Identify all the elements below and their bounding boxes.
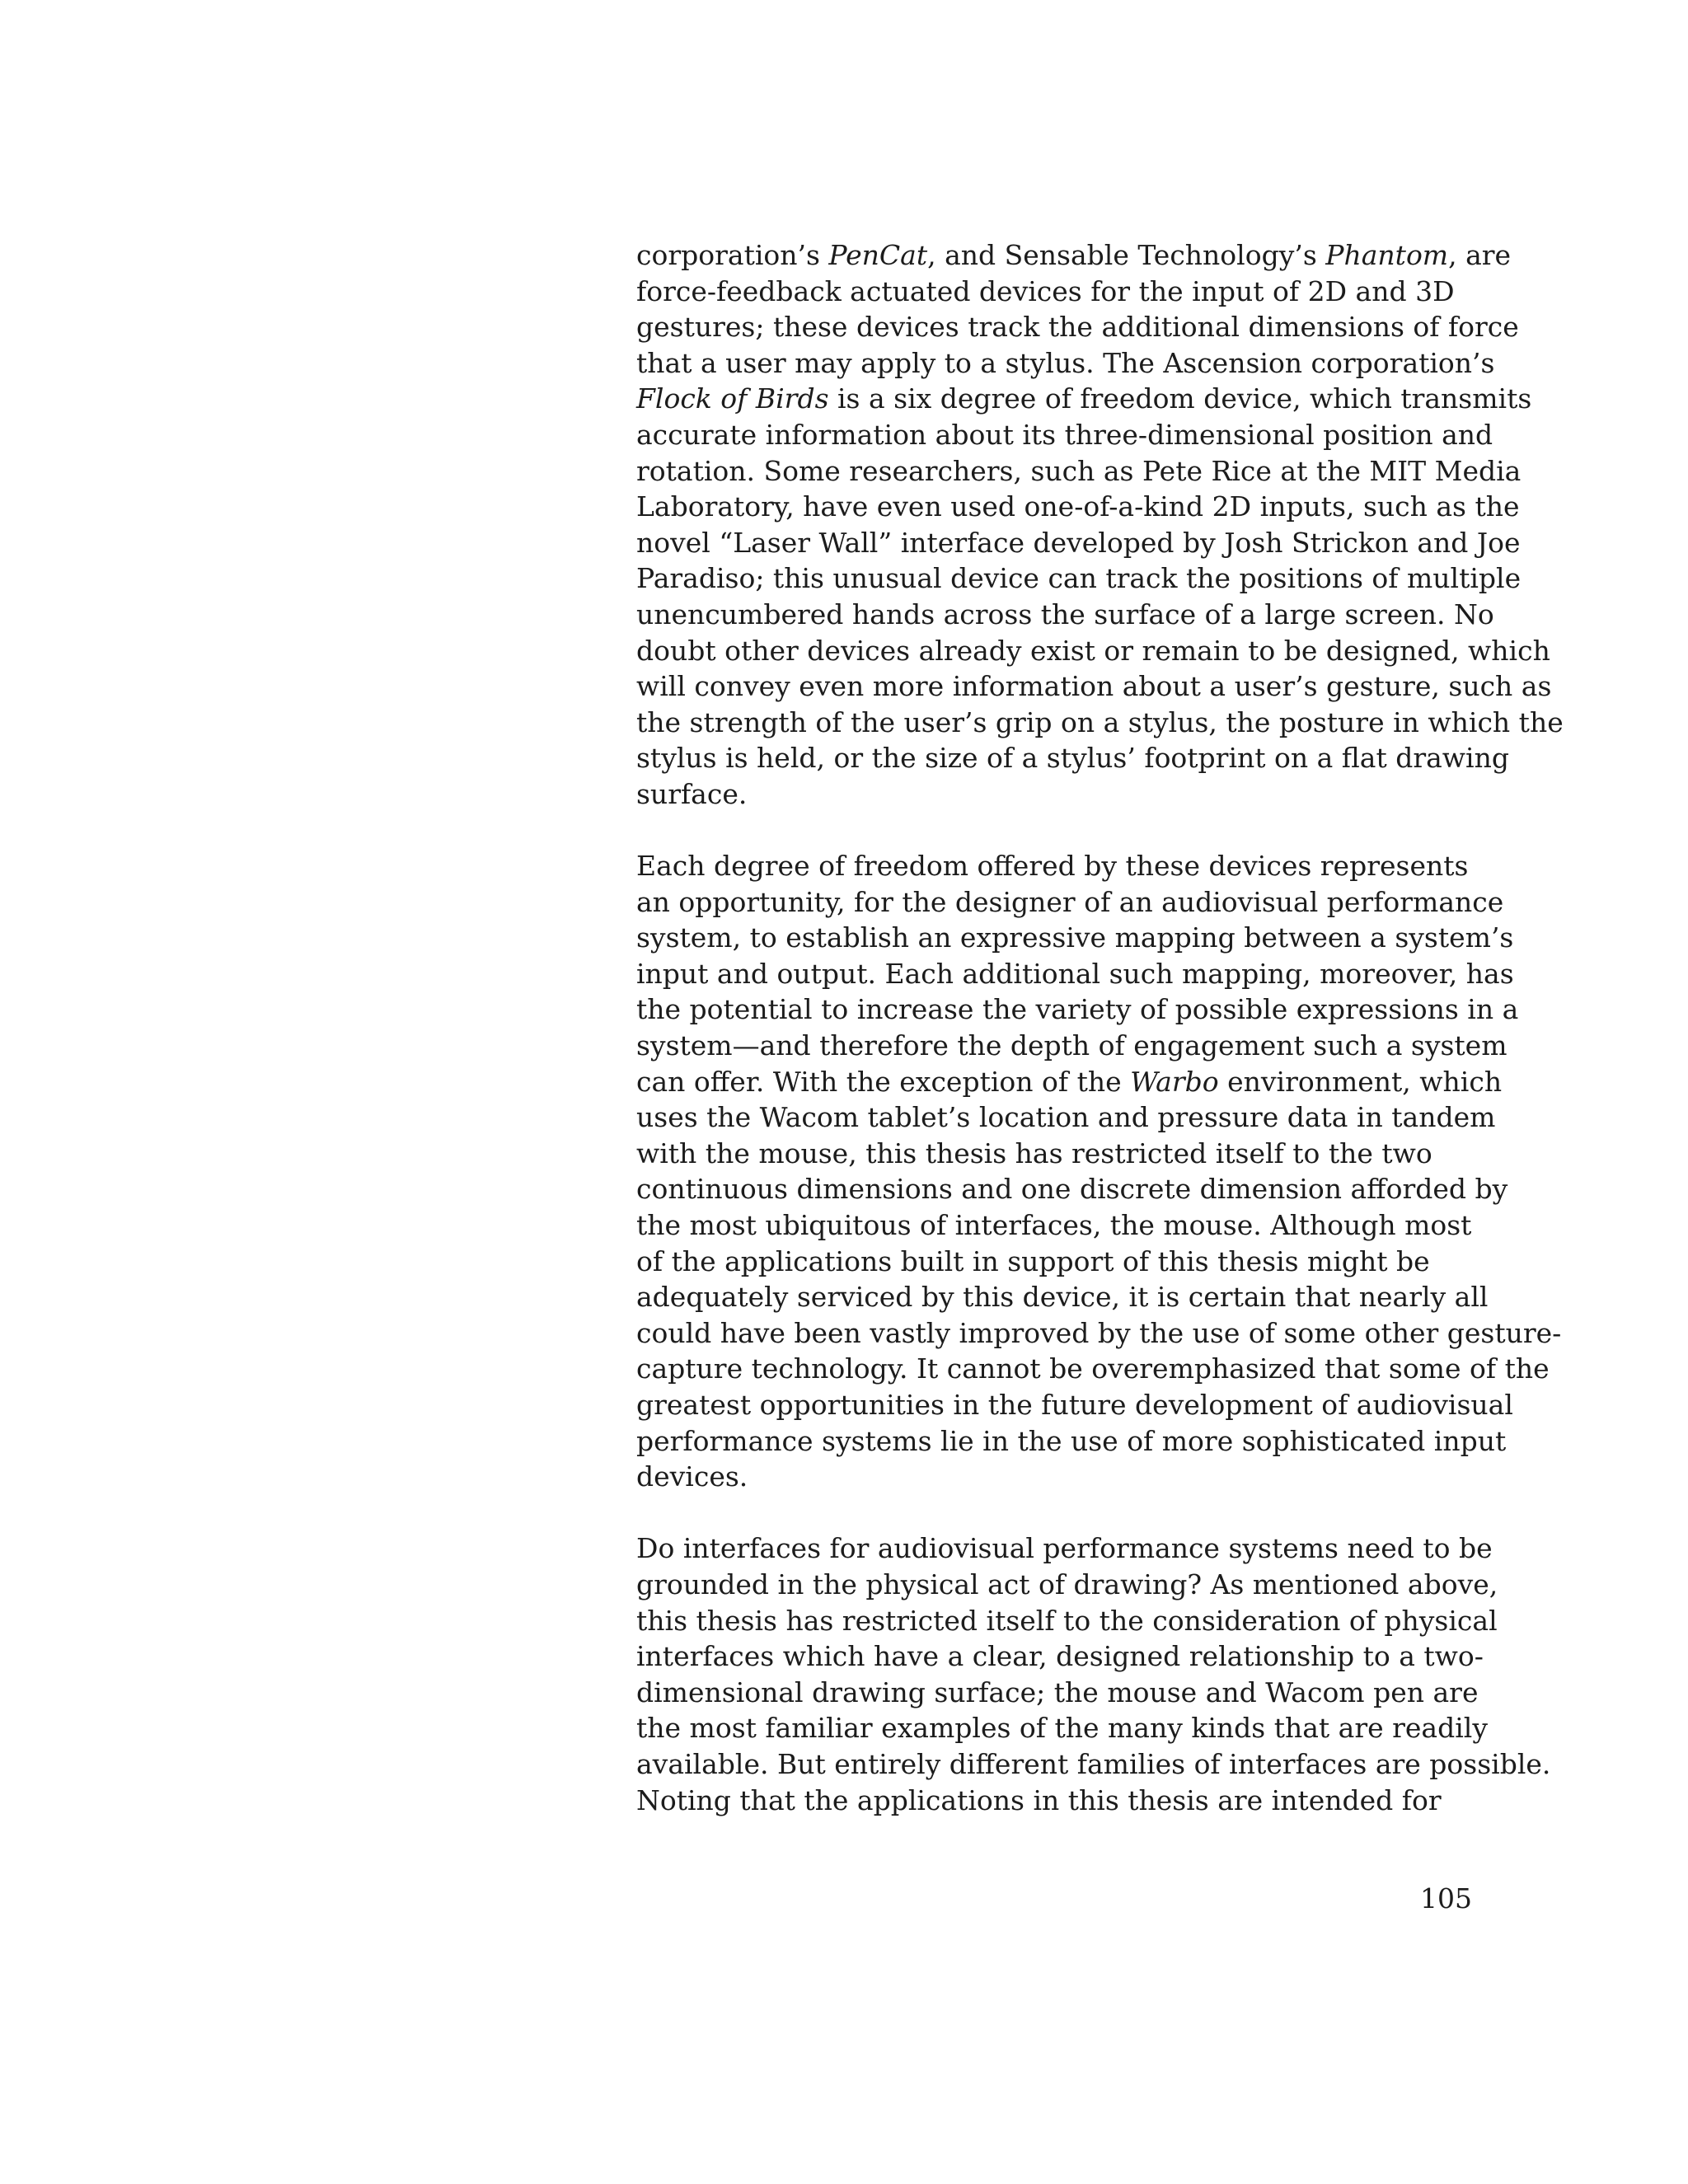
paragraph-1 (636, 237, 1564, 813)
text-line: unencumbered hands across the surface of a large screen. No (636, 598, 1494, 630)
text-line: corporation’s PenCat, and Sensable Technology’s Phantom, are (636, 239, 1512, 271)
text-line: will convey even more information about a user’s gesture, such as (636, 670, 1552, 703)
text-line: that a user may apply to a stylus. The Ascension corporation’s (636, 346, 1495, 379)
paragraph-gap (636, 1495, 1485, 1531)
text-line: system, to establish an expressive mapping between a system’s (636, 921, 1514, 954)
text-line: available. But entirely different families of interfaces are possible. (636, 1747, 1551, 1780)
text-line: the most familiar examples of the many kinds that are readily (636, 1712, 1488, 1745)
text-line: can offer. With the exception of the Warbo environment, which (636, 1065, 1503, 1098)
text-line: interfaces which have a clear, designed relationship to a two- (636, 1640, 1484, 1673)
page-number: 105 (1420, 1882, 1472, 1915)
italic-title: Phantom (1325, 239, 1449, 271)
text-line: the potential to increase the variety of possible expressions in a (636, 993, 1519, 1026)
italic-title: Flock of Birds (636, 382, 829, 415)
text-line: devices. (636, 1460, 748, 1493)
text-line: Noting that the applications in this thesis are intended for (636, 1783, 1442, 1816)
italic-title: Warbo (1130, 1065, 1219, 1098)
paragraph-2 (636, 848, 1562, 1495)
text-line: this thesis has restricted itself to the consideration of physical (636, 1604, 1498, 1637)
text-line: Each degree of freedom offered by these devices represents (636, 850, 1469, 883)
paragraph-gap (636, 813, 1485, 849)
text-line: stylus is held, or the size of a stylus’ footprint on a flat drawing (636, 742, 1509, 775)
text-line: Paradiso; this unusual device can track the positions of multiple (636, 562, 1522, 595)
text-line: could have been vastly improved by the use of some other gesture- (636, 1316, 1562, 1349)
text-line: continuous dimensions and one discrete dimension afforded by (636, 1173, 1508, 1206)
text-line: system—and therefore the depth of engagement such a system (636, 1029, 1507, 1062)
text-line: the strength of the user’s grip on a stylus, the posture in which the (636, 705, 1564, 738)
text-line: surface. (636, 777, 748, 810)
text-line: accurate information about its three-dimensional position and (636, 418, 1493, 451)
text-line: dimensional drawing surface; the mouse and Wacom pen are (636, 1675, 1479, 1708)
text-line: grounded in the physical act of drawing? As mentioned above, (636, 1568, 1498, 1601)
text-line: greatest opportunities in the future development of audiovisual (636, 1389, 1513, 1421)
text-line: doubt other devices already exist or remain to be designed, which (636, 634, 1550, 667)
text-line: an opportunity, for the designer of an audiovisual performance (636, 885, 1504, 918)
text-line: adequately serviced by this device, it is certain that nearly all (636, 1281, 1489, 1314)
text-line: capture technology. It cannot be overemphasized that some of the (636, 1352, 1550, 1385)
text-line: performance systems lie in the use of more sophisticated input (636, 1424, 1507, 1457)
text-line: Do interfaces for audiovisual performance systems need to be (636, 1532, 1493, 1565)
italic-title: PenCat (828, 239, 928, 271)
text-line: of the applications built in support of this thesis might be (636, 1244, 1430, 1277)
text-line: gestures; these devices track the additional dimensions of force (636, 311, 1519, 344)
text-line: the most ubiquitous of interfaces, the mouse. Although most (636, 1209, 1472, 1242)
text-line: novel “Laser Wall” interface developed by Josh Strickon and Joe (636, 526, 1521, 559)
text-line: force-feedback actuated devices for the input of 2D and 3D (636, 274, 1455, 307)
text-line: Flock of Birds is a six degree of freedom device, which transmits (636, 382, 1532, 415)
text-line: rotation. Some researchers, such as Pete Rice at the MIT Media (636, 454, 1522, 487)
text-line: with the mouse, this thesis has restricted itself to the two (636, 1137, 1432, 1169)
text-line: Laboratory, have even used one-of-a-kind 2D inputs, such as the (636, 490, 1520, 523)
paragraph-3 (636, 1530, 1551, 1818)
body-text (636, 237, 1564, 1818)
text-line: uses the Wacom tablet’s location and pressure data in tandem (636, 1101, 1496, 1134)
text-line: input and output. Each additional such mapping, moreover, has (636, 957, 1514, 990)
